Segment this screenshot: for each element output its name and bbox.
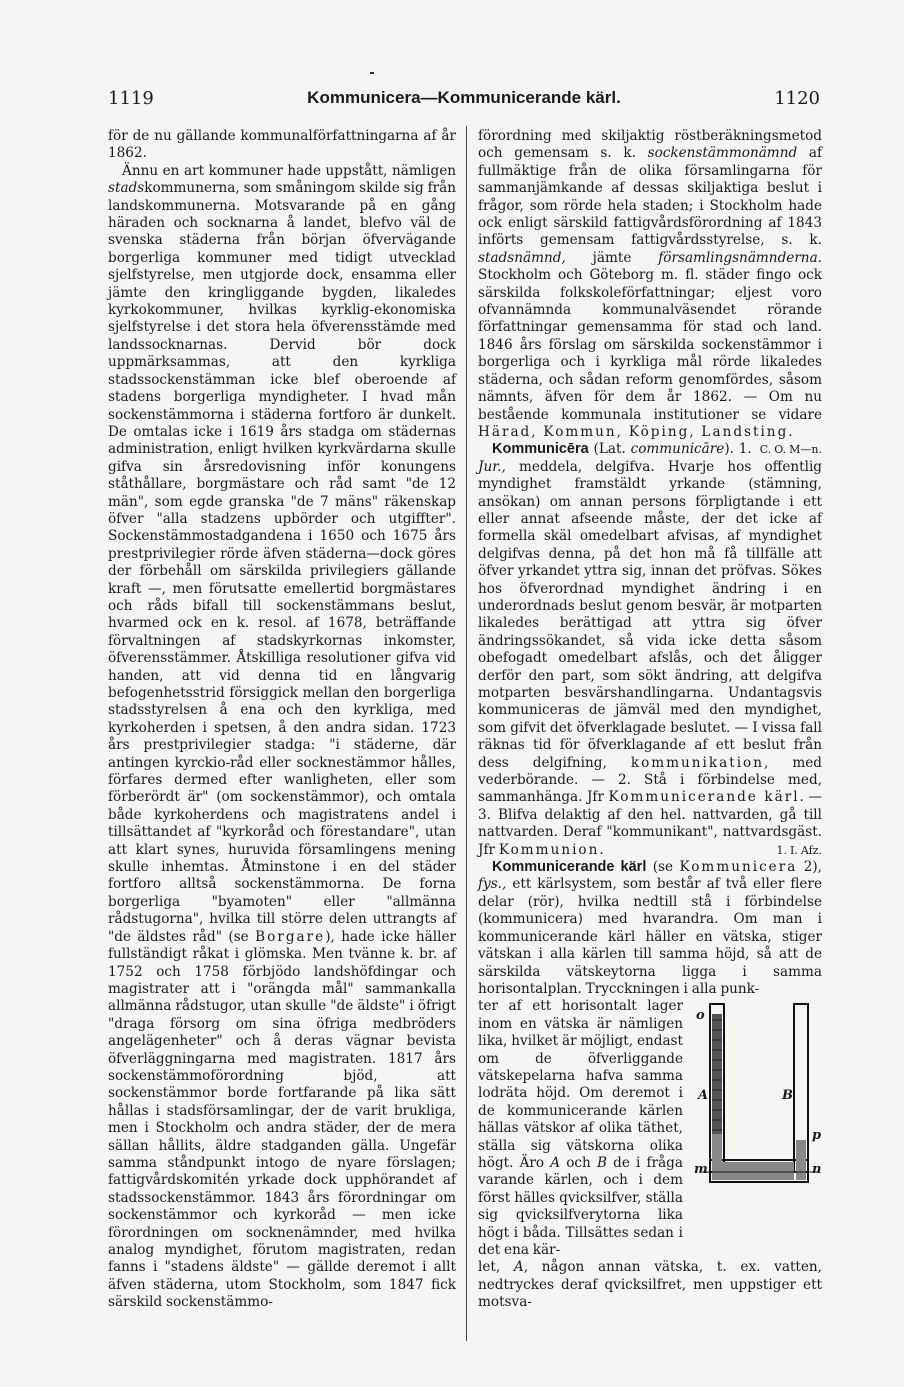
- entry-kommunicera: Kommunicēra (Lat. communicāre). 1. Jur., meddela, delgifva. Hvarje hos offentlig myndighet framstäldt yrkande (stämning, ansökan) om annan persons förpligtande i ett eller annat afseende måste, der det icke af formella skäl omedelbart afvisas, af myndighet delgifvas denna, på det hon må få tillfälle att öfver yrkandet yttra sig, innan det pröfvas. Sökes hos öfverordnad myndighet ändring i en underordnads beslut genom besvär, är motparten likaledes berättigad att yttra sig öfver ändringssökandet, så vida icke detta såsom obefogadt omedelbart afslås, och det åligger derför den part, som sökt ändring, att delgifva motparten besvärshandlingarna. Undantagsvis kommuniceras de jämväl med den myndighet, som gifvit det öfverklagade beslutet. — I vissa fall räknas tid för öfverklagande af ett beslut från dess delgifning, kommunikation, med vederbörande. — 2. Stå i förbindelse med, sammanhänga. Jfr Kommunicerande kärl. — 3. Blifva delaktig af den hel. nattvarden, gå till nattvarden. Deraf "kommunikant", nattvardsgäst. Jfr Kommunion. 1. I. Afz.: [478, 441, 822, 858]
- page-number-left: 1119: [108, 88, 154, 109]
- figure-label-b: B: [782, 1088, 793, 1103]
- figure-label-a: A: [698, 1088, 709, 1103]
- figure-label-p: p: [812, 1128, 822, 1143]
- left-column: [108, 128, 456, 1312]
- communicating-vessels-figure: [694, 1000, 826, 1192]
- author-signature: C. O. M—n.: [759, 443, 822, 457]
- top-mark: [370, 72, 374, 74]
- u-tube-diagram: [694, 1000, 826, 1192]
- entry-headword: Kommunicerande kärl: [492, 859, 647, 876]
- entry-kommunicerande-karl: Kommunicerande kärl (se Kommunicera 2), fys., ett kärlsystem, som består af två eller flere delar (rör), hvilka nedtill stå i förbindelse (kommunicera) med hvarandra. Om man i kommunicerande kärl häller en vätska, stiger vätskan i alla kärlen till samma höjd, så att de särskilda vätskeytorna ligga i samma horisontalplan. Trycckningen i alla punk-: [478, 859, 822, 997]
- author-signature: 1. I. Afz.: [776, 843, 822, 857]
- figure-wrapped-text: ter af ett horisontalt lager inom en vätska är nämligen lika, hvilket är möjligt, endast om de öfverliggande vätskepelarna hafva samma lodräta höjd. Om deremot i de kommunicerande kärlen hällas vätskor af olika täthet, ställa sig vätskorna olika högt. Äro A och B de i fråga varande kärlen, och i dem först hälles qvicksilfver, ställa sig qvicksilfverytorna lika högt i båda. Tillsättes sedan i det ena kär-: [478, 998, 683, 1258]
- running-title: Kommunicera—Kommunicerande kärl.: [307, 88, 621, 107]
- paragraph: förordning med skiljaktig röstberäkningsmetod och gemensam s. k. sockenstämmonämnd af fullmäktige från de olika församlingarna för sammanjämkande af dessas skiljaktiga beslut i frågor, som rörde hela staden; i Stockholm hade ock enligt särskild fattigvårdsförordning af 1843 införts gemensam fattigvårdsstyrelse, s. k. stadsnämnd, jämte församlingsnämnderna. Stockholm och Göteborg m. fl. städer fingo ock särskilda folkskoleförfattningar; eljest voro ofvannämnda kommunalväsendet rörande författningar gemensamma för stad och land. 1846 års förslag om särskilda sockenstämmor i borgerliga och i kyrkliga mål rörde likaledes städerna, och sådan reform genomfördes, såsom nämnts, äfven för dem år 1862. — Om nu bestående kommunala institutioner se vidare Härad, Kommun, Köping, Landsting. C. O. M—n.: [478, 128, 822, 441]
- figure-label-o: o: [696, 1008, 705, 1023]
- entry-headword: Kommunicēra: [492, 441, 589, 458]
- figure-label-n: n: [812, 1162, 822, 1177]
- running-header: [108, 88, 820, 116]
- paragraph: Ännu en art kommuner hade uppstått, nämligen stadskommunerna, som småningom skilde sig från landskommunerna. Motsvarande på en gång häraden och socknarna å landet, blefvo väl de svenska städerna från början öfvervägande borgerliga kommuner med tidigt utvecklad sjelfstyrelse, men utgjorde dock, ensamma eller jämte den kringliggande bygden, likaledes kyrkokommuner, hvilkas kyrklig-ekonomiska sjelfstyrelse i det stora hela öfverensstämde med landssocknarnas. Dervid bör dock uppmärksammas, att den kyrkliga stadssockenstämman icke blef oberoende af stadens borgerliga myndigheter. I hvad mån sockenstämmorna i städerna fortforo är dunkelt. De omtalas icke i 1619 års stadga om städernas administration, enligt hvilken kyrkvärdarna skulle gifva sin årsredovisning inför konungens ståthållare, borgmästare och råd samt "de 12 män", som egde granska "de 7 mäns" räkenskap öfver "alla stadzens upbörder och utgiffter". Sockenstämmostadgandena i 1650 och 1675 års prestprivilegier rörde äfven städerna—dock göres der förbehåll om särskilda privilegiers gällande kraft —, men förutsatte emellertid borgmästares och råds bifall till sockenstämmans beslut, hvarmed ock en k. resol. af 1678, beträffande förvaltningen af stadskyrkornas inkomster, öfverensstämmer. Åtskilliga resolutioner gifva vid handen, att vid denna tid en långvarig befogenhetsstrid försiggick mellan den borgerliga stadsstyrelsen å ena och den kyrkliga, med kyrkoherden i spetsen, å den andra sidan. 1723 års prestprivilegier stadga: "i städerne, där antingen kyrckio-råd eller socknestämmor hålles, förfares dermed efter wanligheten, eller som förberördt är" (om sockenstämmor), och omtala både kyrkoherdens och magistratens andel i tillsättandet af "kyrkoråd och förestandare", utan att klart synes, huruvida församlingens mening skulle inhemtas. Åtminstone i en del städer fortforo alltså sockenstämmorna. De forna borgerliga "byamoten" eller "allmänna rådstugorna", hvilka till större delen uttrangts af "de äldstes råd" (se Borgare), hade icke häller fullständigt råkat i glömska. Men tvänne k. br. af 1752 och 1758 förbjödo landshöfdingar och magistrater att i "orängda mål" sammankalla allmänna rådstugor, utan skulle "de äldste" i öfrigt "draga försorg om sina öfriga medbröders angelägenheter" och å deras vägnar bevista öfverläggningarna med magistraten. 1817 års sockenstämmoförordning bjöd, att sockenstämmor borde fortfarande på lika sätt hållas i stadsförsamlingar, der de varit brukliga, men i Stockholm och andra städer, der de mera sällan hållits, äldre stadganden gälla. Ungefär samma ståndpunkt intogo de nyare förslagen; fattigvårdskomitén yrkade dock upphörandet af stadssockenstämmor. 1843 års förordningar om sockenstämmor och kyrkoråd — men icke förordningen om socknenämnder, med hvilka analog myndighet, förutom magistraten, redan fanns i "stadens äldste" — gällde deremot i allt äfven städerna, utom Stockholm, som 1847 fick särskild sockenstämmo-: [108, 162, 456, 1311]
- paragraph: för de nu gällande kommunalförfattningarna af år 1862.: [108, 128, 456, 162]
- paragraph-tail: let, A, någon annan vätska, t. ex. vatten, nedtryckes deraf qvicksilfret, men uppstiger ett motsva-: [478, 1259, 822, 1311]
- page-number-right: 1120: [774, 88, 820, 109]
- figure-label-m: m: [694, 1162, 708, 1177]
- column-divider: [466, 126, 467, 1341]
